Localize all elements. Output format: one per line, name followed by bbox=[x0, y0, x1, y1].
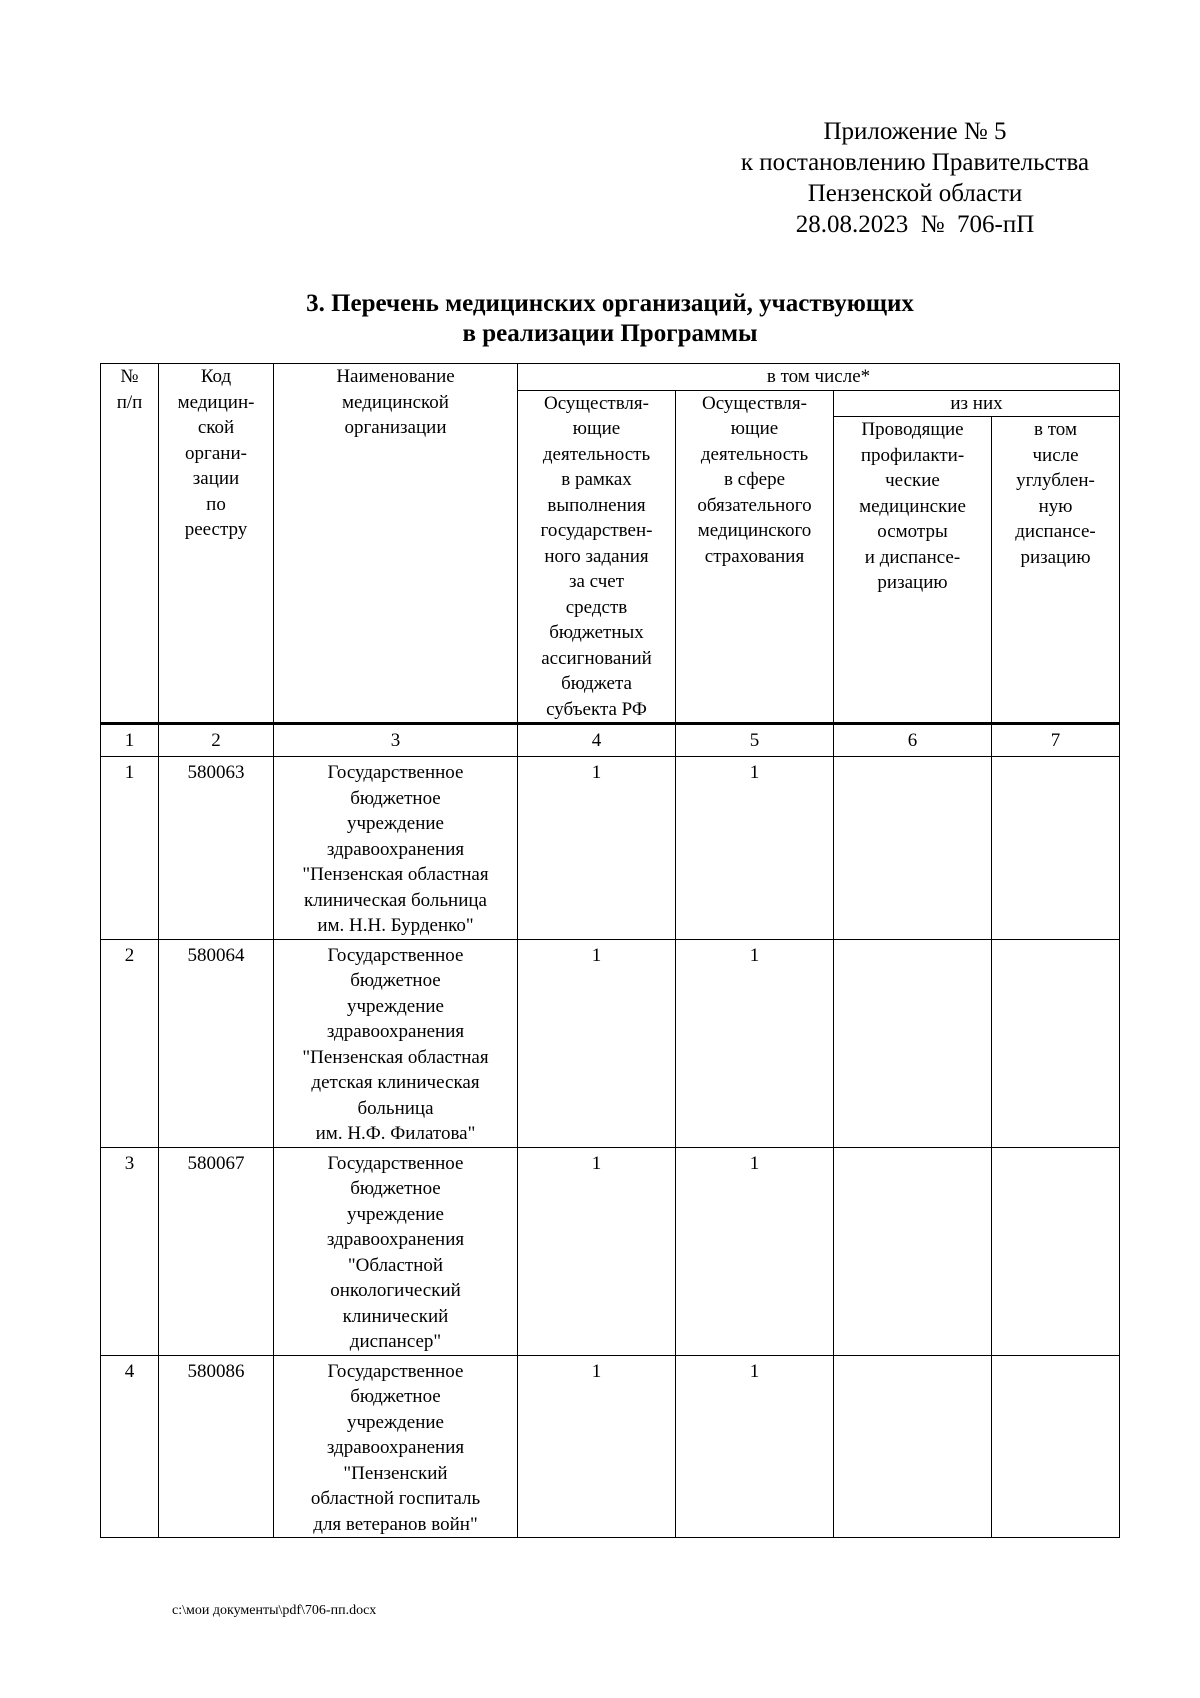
header-preventive-exams: Проводящие профилакти- ческие медицинские осмотры и диспансе- ризацию bbox=[834, 417, 992, 724]
row-num: 3 bbox=[101, 1147, 159, 1355]
header-line: к постановлению Правительства bbox=[740, 149, 1090, 176]
row-col-7 bbox=[992, 939, 1120, 1147]
document-title bbox=[100, 289, 1120, 349]
row-col-6 bbox=[834, 1147, 992, 1355]
row-num: 1 bbox=[101, 757, 159, 940]
col-number: 1 bbox=[101, 724, 159, 757]
row-num: 2 bbox=[101, 939, 159, 1147]
row-code: 580086 bbox=[159, 1355, 274, 1538]
row-col-6 bbox=[834, 939, 992, 1147]
header-state-task: Осуществля- ющие деятельность в рамках выполнения государствен- ного задания за счет средств бюджетных ассигнований бюджета субъекта РФ bbox=[518, 390, 676, 724]
row-code: 580064 bbox=[159, 939, 274, 1147]
row-col-5: 1 bbox=[676, 757, 834, 940]
row-org-name: Государственное бюджетное учреждение здравоохранения "Пензенская областная детская клиническая больница им. Н.Ф. Филатова" bbox=[274, 939, 518, 1147]
appendix-header bbox=[700, 116, 1130, 240]
row-col-6 bbox=[834, 1355, 992, 1538]
row-col-4: 1 bbox=[518, 757, 676, 940]
row-org-name: Государственное бюджетное учреждение здравоохранения "Пензенский областной госпиталь для ветеранов войн" bbox=[274, 1355, 518, 1538]
header-code: Код медицин- ской органи- зации по реестру bbox=[159, 364, 274, 724]
header-of-them: из них bbox=[834, 390, 1120, 417]
header-name: Наименование медицинской организации bbox=[274, 364, 518, 724]
header-oms: Осуществля- ющие деятельность в сфере обязательного медицинского страхования bbox=[676, 390, 834, 724]
row-code: 580063 bbox=[159, 757, 274, 940]
col-number: 3 bbox=[274, 724, 518, 757]
header-deep-dispensarization: в том числе углублен- ную диспансе- ризацию bbox=[992, 417, 1120, 724]
header-line: Пензенской области bbox=[807, 180, 1023, 207]
row-col-5: 1 bbox=[676, 1355, 834, 1538]
row-num: 4 bbox=[101, 1355, 159, 1538]
row-code: 580067 bbox=[159, 1147, 274, 1355]
header-num: № п/п bbox=[101, 364, 159, 724]
row-col-5: 1 bbox=[676, 1147, 834, 1355]
header-line: 28.08.2023 № 706-пП bbox=[795, 211, 1035, 238]
header-including: в том числе* bbox=[518, 364, 1120, 391]
col-number: 6 bbox=[834, 724, 992, 757]
file-path-footer: c:\мои документы\pdf\706-пп.docx bbox=[172, 1603, 377, 1618]
table-row bbox=[101, 757, 1120, 940]
row-org-name: Государственное бюджетное учреждение здравоохранения "Областной онкологический клинический диспансер" bbox=[274, 1147, 518, 1355]
column-numbers-row bbox=[101, 724, 1120, 757]
organizations-table bbox=[100, 363, 1120, 1538]
title-line-2: в реализации Программы bbox=[462, 320, 758, 347]
row-org-name: Государственное бюджетное учреждение здравоохранения "Пензенская областная клиническая больница им. Н.Н. Бурденко" bbox=[274, 757, 518, 940]
row-col-6 bbox=[834, 757, 992, 940]
row-col-7 bbox=[992, 1147, 1120, 1355]
table-row bbox=[101, 939, 1120, 1147]
table-row bbox=[101, 1355, 1120, 1538]
row-col-4: 1 bbox=[518, 1147, 676, 1355]
header-line: Приложение № 5 bbox=[823, 118, 1007, 145]
title-line-1: 3. Перечень медицинских организаций, участвующих bbox=[306, 290, 914, 317]
row-col-4: 1 bbox=[518, 1355, 676, 1538]
col-number: 7 bbox=[992, 724, 1120, 757]
row-col-7 bbox=[992, 1355, 1120, 1538]
row-col-5: 1 bbox=[676, 939, 834, 1147]
col-number: 5 bbox=[676, 724, 834, 757]
col-number: 2 bbox=[159, 724, 274, 757]
table-row bbox=[101, 1147, 1120, 1355]
row-col-7 bbox=[992, 757, 1120, 940]
row-col-4: 1 bbox=[518, 939, 676, 1147]
col-number: 4 bbox=[518, 724, 676, 757]
